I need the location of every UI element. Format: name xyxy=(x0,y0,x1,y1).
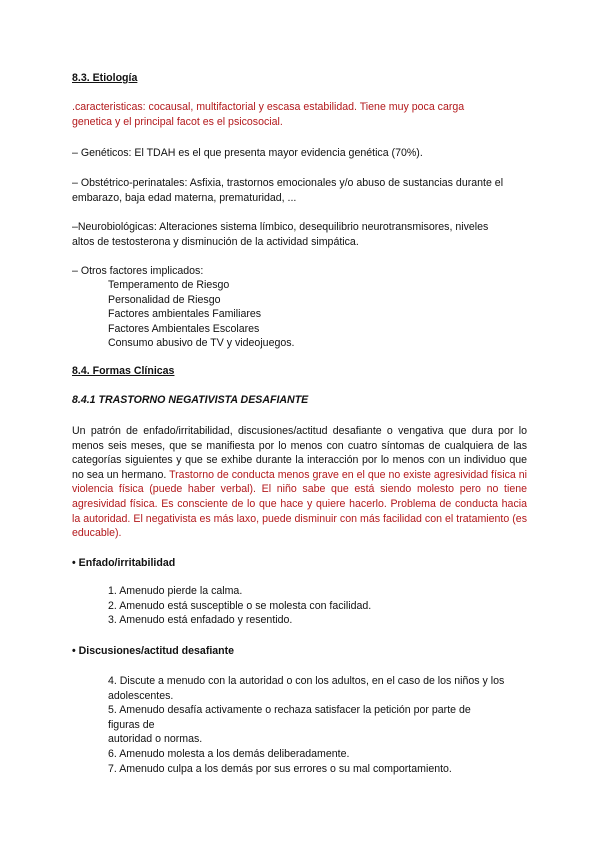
list-item: Factores Ambientales Escolares xyxy=(108,322,260,335)
subheading-tnd: 8.4.1 TRASTORNO NEGATIVISTA DESAFIANTE xyxy=(72,394,309,406)
enfado-title: • Enfado/irritabilidad xyxy=(72,557,176,569)
list-item: 1. Amenudo pierde la calma. xyxy=(108,585,243,597)
list-item: Consumo abusivo de TV y videojuegos. xyxy=(108,337,295,350)
discusiones-list xyxy=(108,674,504,776)
list-item: 3. Amenudo está enfadado y resentido. xyxy=(108,614,293,627)
heading-formas-clinicas: 8.4. Formas Clínicas xyxy=(72,365,175,377)
etiologia-intro: .caracteristicas: cocausal, multifactorial y escasa estabilidad. Tiene muy poca carga genetica y el principal facot es el psicosocial. xyxy=(72,101,465,128)
list-item: 7. Amenudo culpa a los demás por sus errores o su mal comportamiento. xyxy=(108,762,452,775)
list-item: 4. Discute a menudo con la autoridad o con los adultos, en el caso de los niños y los xyxy=(108,675,505,687)
list-item: figuras de xyxy=(108,718,155,731)
tnd-notes: Trastorno de conducta menos grave en el que no existe agresividad física ni violencia física (puede haber verbal). El niño sabe que está siendo molesto pero no tiene agresividad física. Es consciente de lo que hace y quiere hacerlo. Problema de conducta hacia la autoridad. El negativista es más laxo, puede disminuir con más facilidad con el tratamiento (es educable). xyxy=(72,468,527,540)
otros-factores-label: – Otros factores implicados: xyxy=(72,265,204,277)
factor-neurobiologicas: –Neurobiológicas: Alteraciones sistema límbico, desequilibrio neurotransmisores, niveles altos de testosterona y disminución de la actividad simpática. xyxy=(72,221,489,248)
enfado-list xyxy=(108,584,371,628)
list-item: 6. Amenudo molesta a los demás deliberadamente. xyxy=(108,747,350,760)
list-item: Personalidad de Riesgo xyxy=(108,293,221,306)
otros-factores-list xyxy=(108,278,294,351)
discusiones-title: • Discusiones/actitud desafiante xyxy=(72,645,235,657)
list-item: Factores ambientales Familiares xyxy=(108,308,262,321)
list-item: autoridad o normas. xyxy=(108,733,203,746)
factor-geneticos: – Genéticos: El TDAH es el que presenta mayor evidencia genética (70%). xyxy=(72,147,423,159)
heading-etiologia: 8.3. Etiología xyxy=(72,72,138,84)
list-item: 5. Amenudo desafía activamente o rechaza satisfacer la petición por parte de xyxy=(108,704,471,717)
factor-obstetrico: – Obstétrico-perinatales: Asfixia, trastornos emocionales y/o abuso de sustancias durante el embarazo, baja edad materna, prematuridad, ... xyxy=(72,177,504,204)
list-item: 2. Amenudo está susceptible o se molesta con facilidad. xyxy=(108,599,372,612)
list-item: Temperamento de Riesgo xyxy=(108,279,230,291)
tnd-description xyxy=(72,424,527,541)
list-item: adolescentes. xyxy=(108,689,174,702)
tnd-definition: Un patrón de enfado/irritabilidad, discusiones/actitud desafiante o vengativa que dura por lo menos seis meses, que se manifiesta por lo menos con cuatro síntomas de cualquiera de las categorías siguientes y que se exhibe durante la interacción por lo menos con un individuo que no sea un hermano. xyxy=(72,425,527,481)
